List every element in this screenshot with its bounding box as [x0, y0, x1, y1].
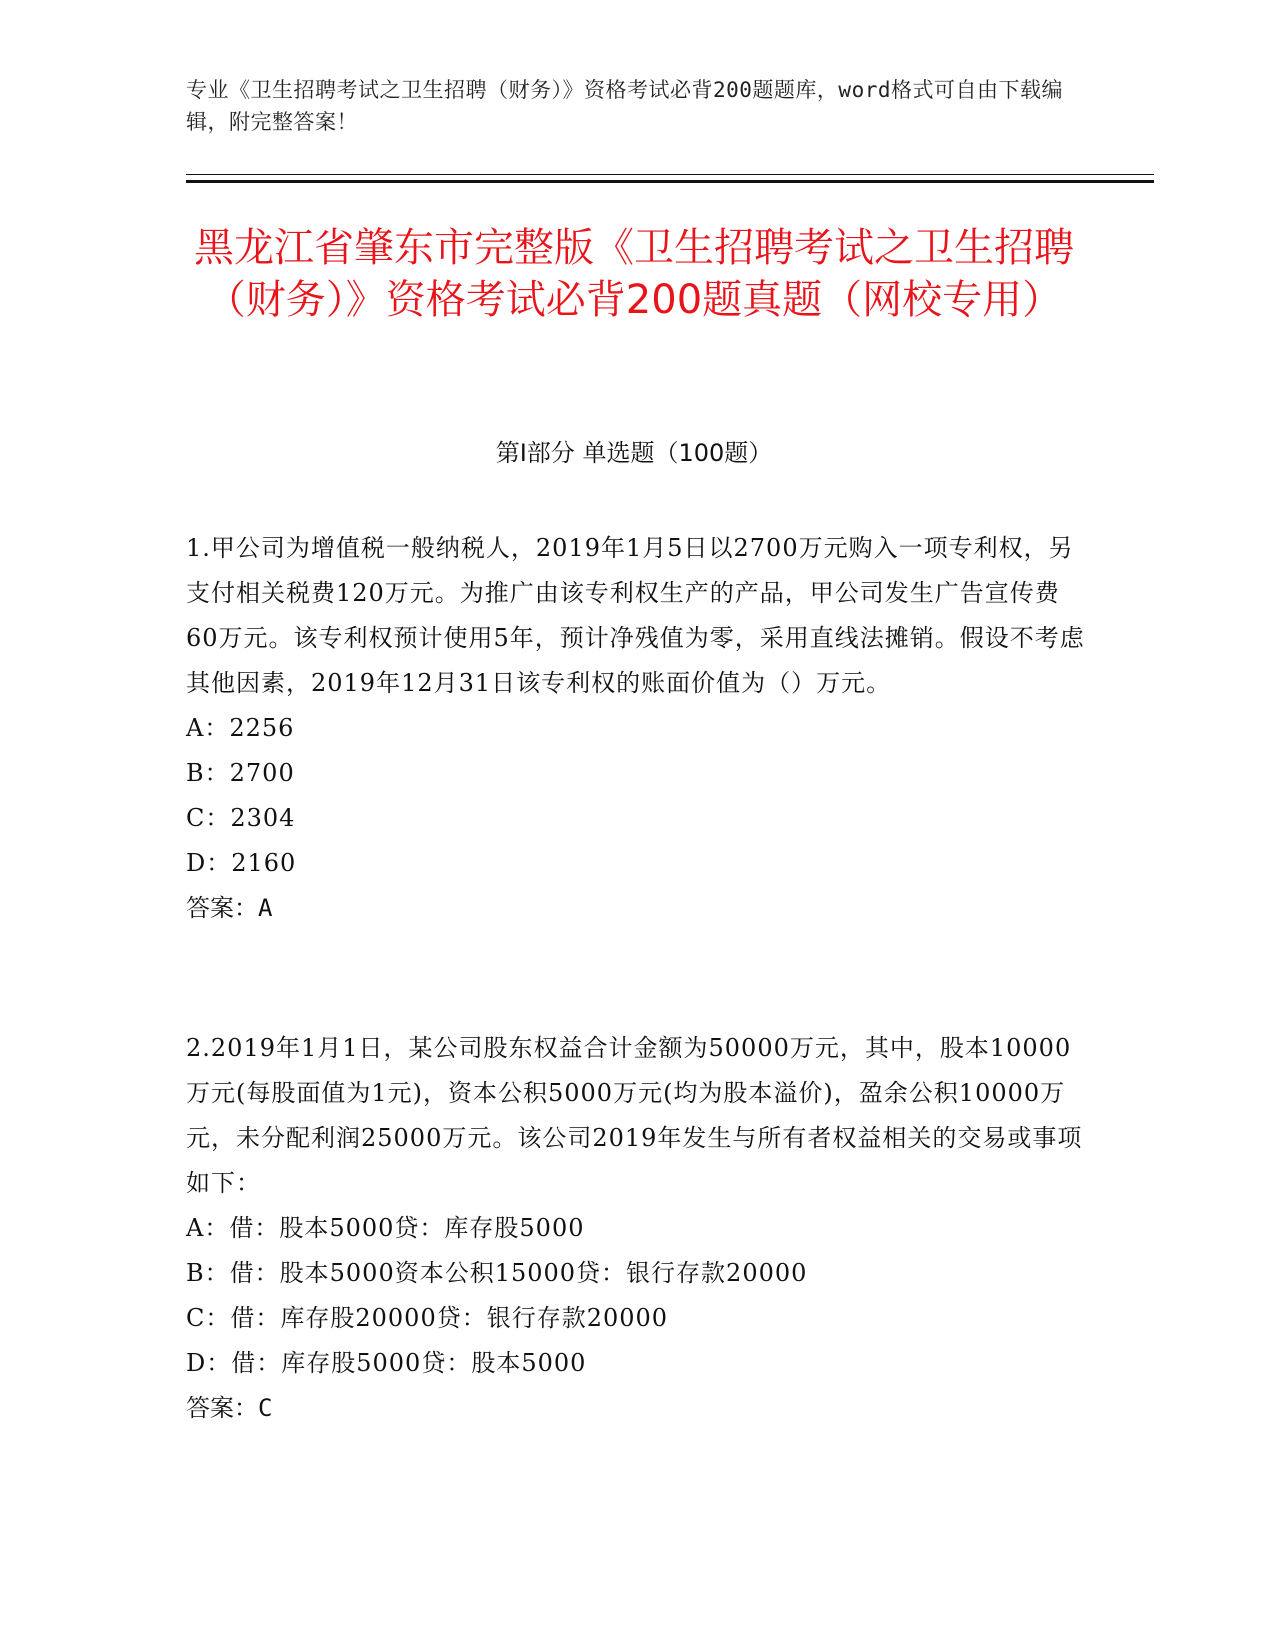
- question-stem: 2.2019年1月1日，某公司股东权益合计金额为50000万元，其中，股本10000万元(每股面值为1元)，资本公积5000万元(均为股本溢价)，盈余公积10000万元，未分配利润25000万元。该公司2019年发生与所有者权益相关的交易或事项如下：: [186, 1034, 1083, 1197]
- question-1: [186, 526, 1086, 931]
- section-heading: 第Ⅰ部分 单选题（100题）: [495, 439, 773, 467]
- question-2: [186, 1026, 1086, 1431]
- option-c: C：借：库存股20000贷：银行存款20000: [186, 1304, 669, 1332]
- header-note: 专业《卫生招聘考试之卫生招聘（财务）》资格考试必背200题题库，word格式可自由下载编辑，附完整答案！: [186, 78, 1063, 134]
- question-stem: 1.甲公司为增值税一般纳税人，2019年1月5日以2700万元购入一项专利权，另支付相关税费120万元。为推广由该专利权生产的产品，甲公司发生广告宣传费60万元。该专利权预计使用5年，预计净残值为零，采用直线法摊销。假设不考虑其他因素，2019年12月31日该专利权的账面价值为（）万元。: [186, 534, 1085, 697]
- answer: 答案：A: [186, 894, 273, 922]
- option-d: D：2160: [186, 849, 297, 877]
- option-a: A：2256: [186, 714, 295, 742]
- header-rule-thin: [186, 174, 1154, 175]
- option-a: A：借：股本5000贷：库存股5000: [186, 1214, 585, 1242]
- option-b: B：借：股本5000资本公积15000贷：银行存款20000: [186, 1259, 808, 1287]
- header-rule-thick: [186, 180, 1154, 183]
- option-c: C：2304: [186, 804, 296, 832]
- option-d: D：借：库存股5000贷：股本5000: [186, 1349, 587, 1377]
- answer: 答案：C: [186, 1394, 273, 1422]
- document-title: 黑龙江省肇东市完整版《卫生招聘考试之卫生招聘（财务）》资格考试必背200题真题（网校专用）: [194, 225, 1074, 323]
- option-b: B：2700: [186, 759, 295, 787]
